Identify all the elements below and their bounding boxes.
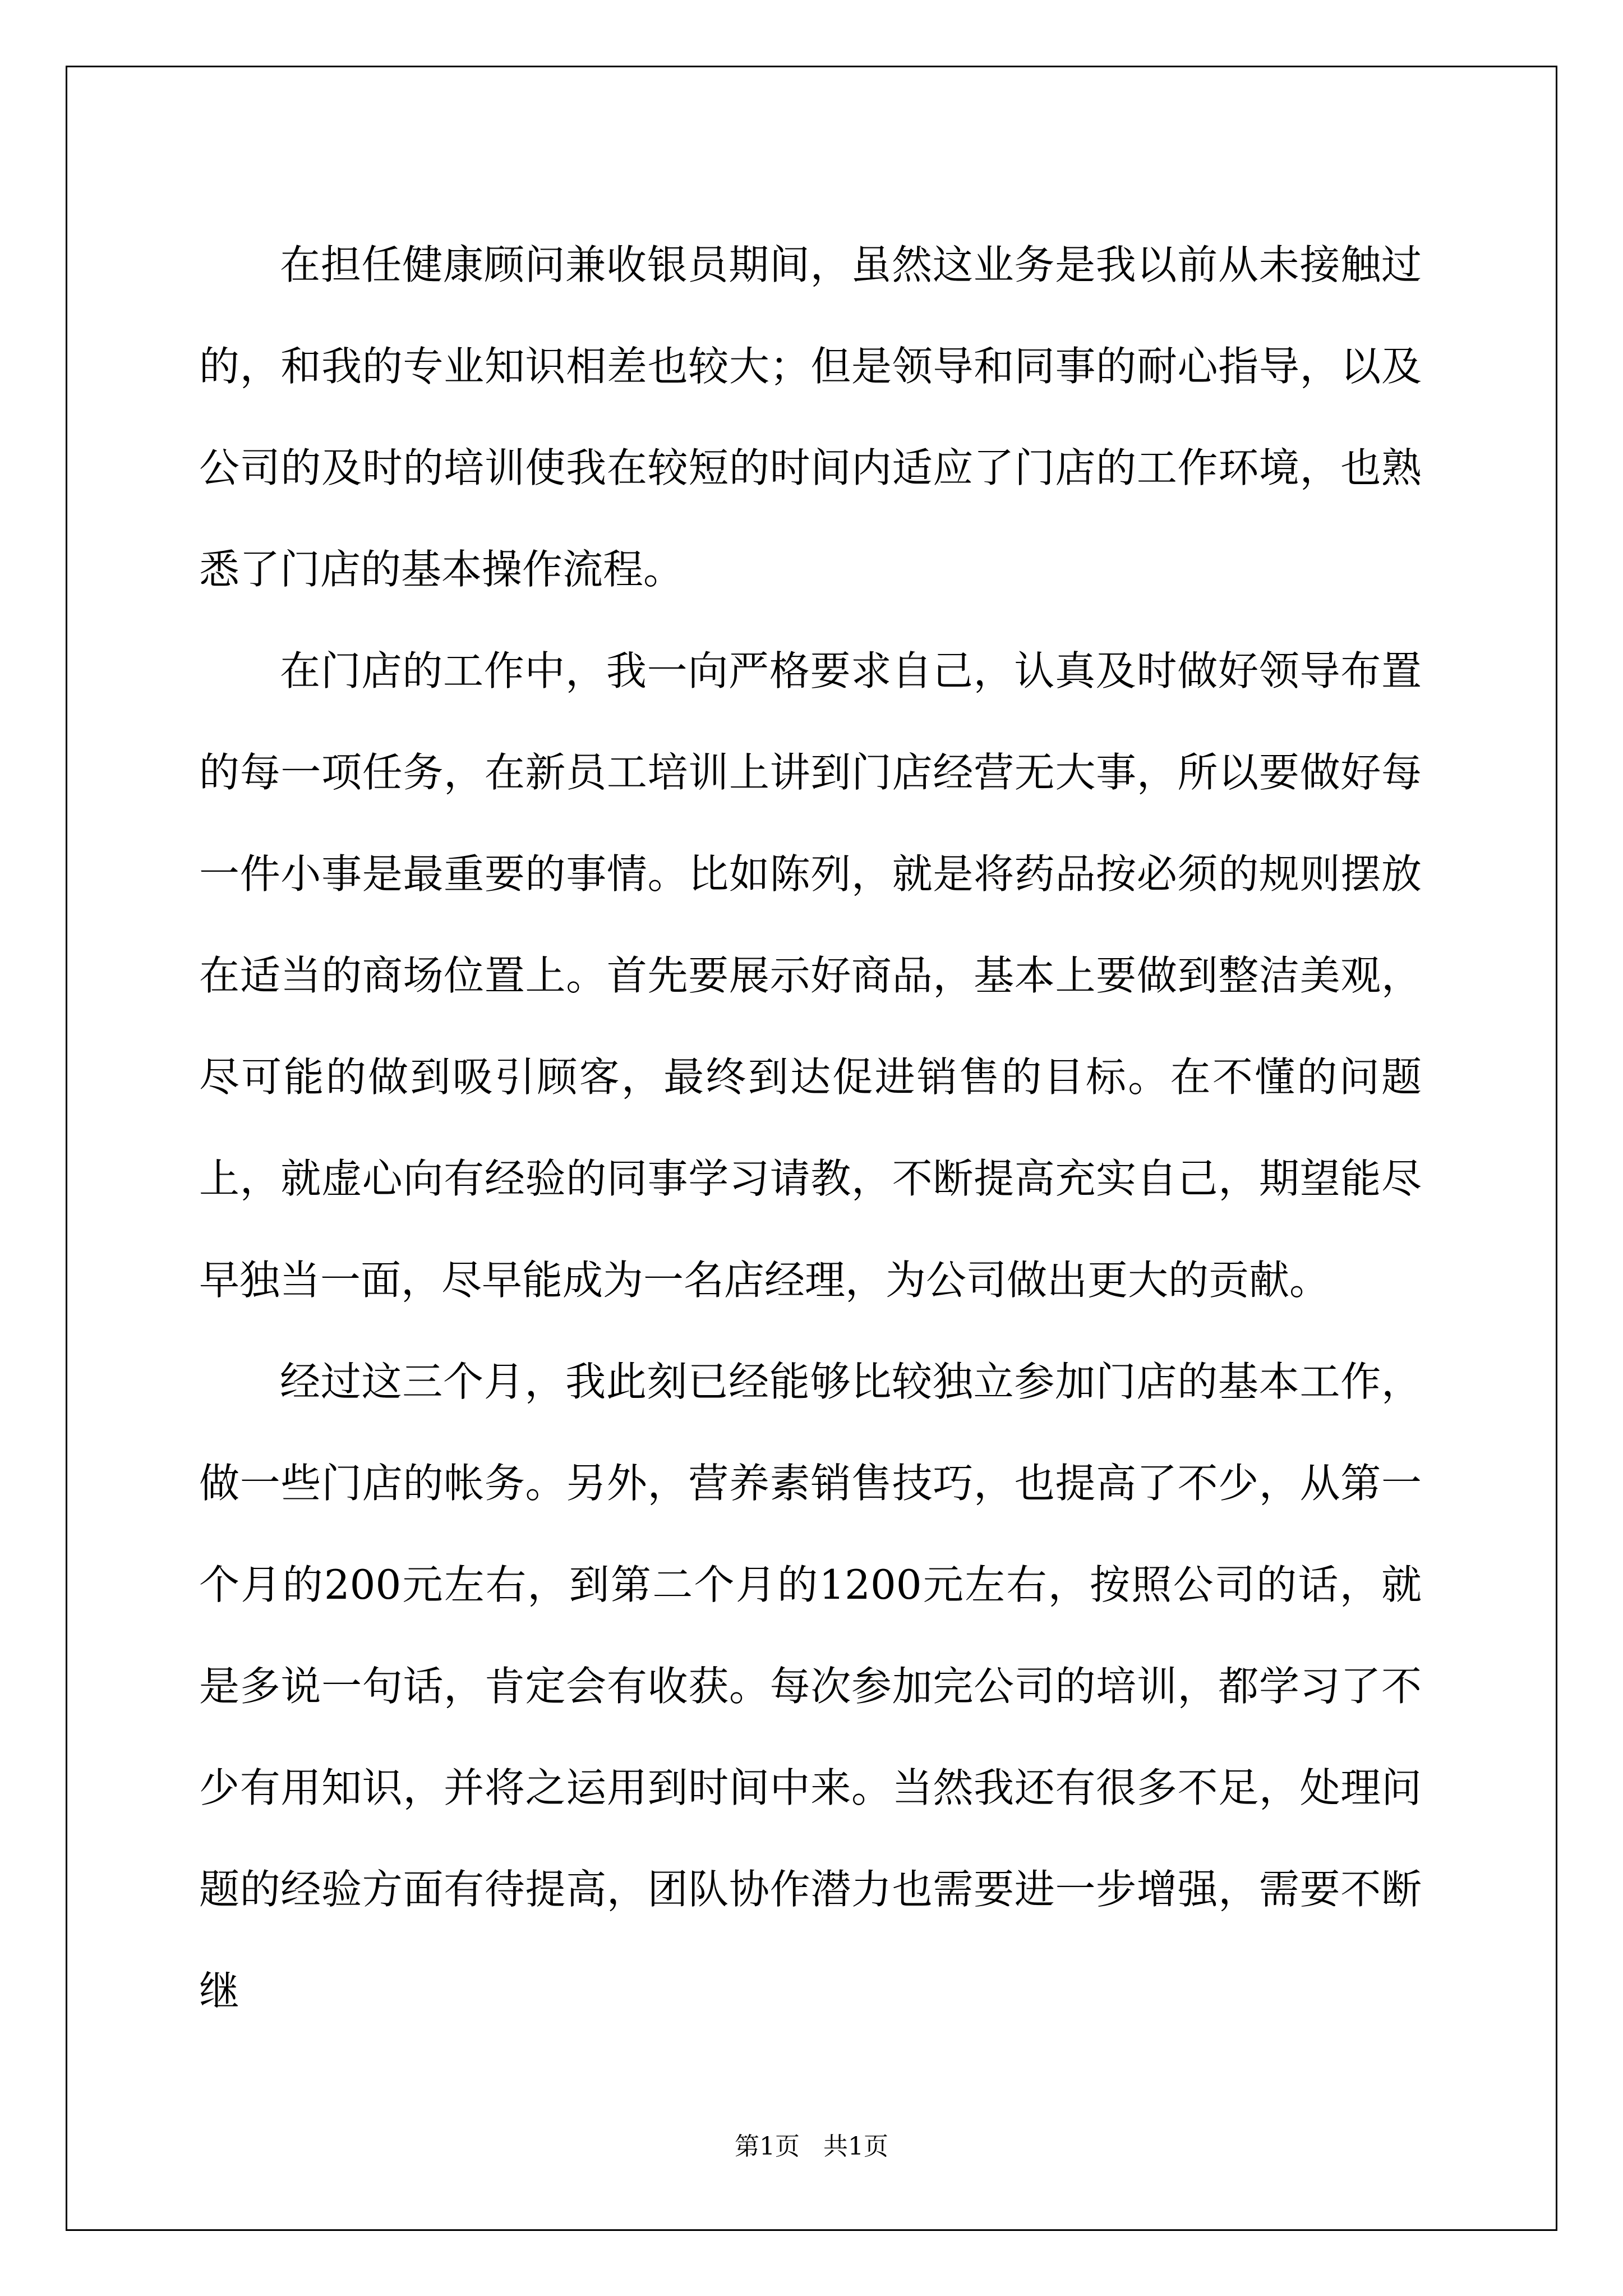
page-footer: 第1页 共1页 [735, 2132, 888, 2161]
paragraph-2: 在门店的工作中，我一向严格要求自己，认真及时做好领导布置的每一项任务，在新员工培训上讲到门店经营无大事，所以要做好每一件小事是最重要的事情。比如陈列，就是将药品按必须的规则摆放在适当的商场位置上。首先要展示好商品，基本上要做到整洁美观，尽可能的做到吸引顾客，最终到达促进销售的目标。在不懂的问题上，就虚心向有经验的同事学习请教，不断提高充实自己，期望能尽早独当一面，尽早能成为一名店经理，为公司做出更大的贡献。 [199, 647, 1422, 1304]
paragraph-1: 在担任健康顾问兼收银员期间，虽然这业务是我以前从未接触过的，和我的专业知识相差也较大；但是领导和同事的耐心指导，以及公司的及时的培训使我在较短的时间内适应了门店的工作环境，也熟悉了门店的基本操作流程。 [199, 241, 1422, 593]
document-body [199, 214, 1422, 2042]
paragraph-3: 经过这三个月，我此刻已经能够比较独立参加门店的基本工作，做一些门店的帐务。另外，营养素销售技巧，也提高了不少，从第一个月的200元左右，到第二个月的1200元左右，按照公司的话，就是多说一句话，肯定会有收获。每次参加完公司的培训，都学习了不少有用知识，并将之运用到时间中来。当然我还有很多不足，处理问题的经验方面有待提高，团队协作潜力也需要进一步增强，需要不断继 [199, 1358, 1422, 2014]
